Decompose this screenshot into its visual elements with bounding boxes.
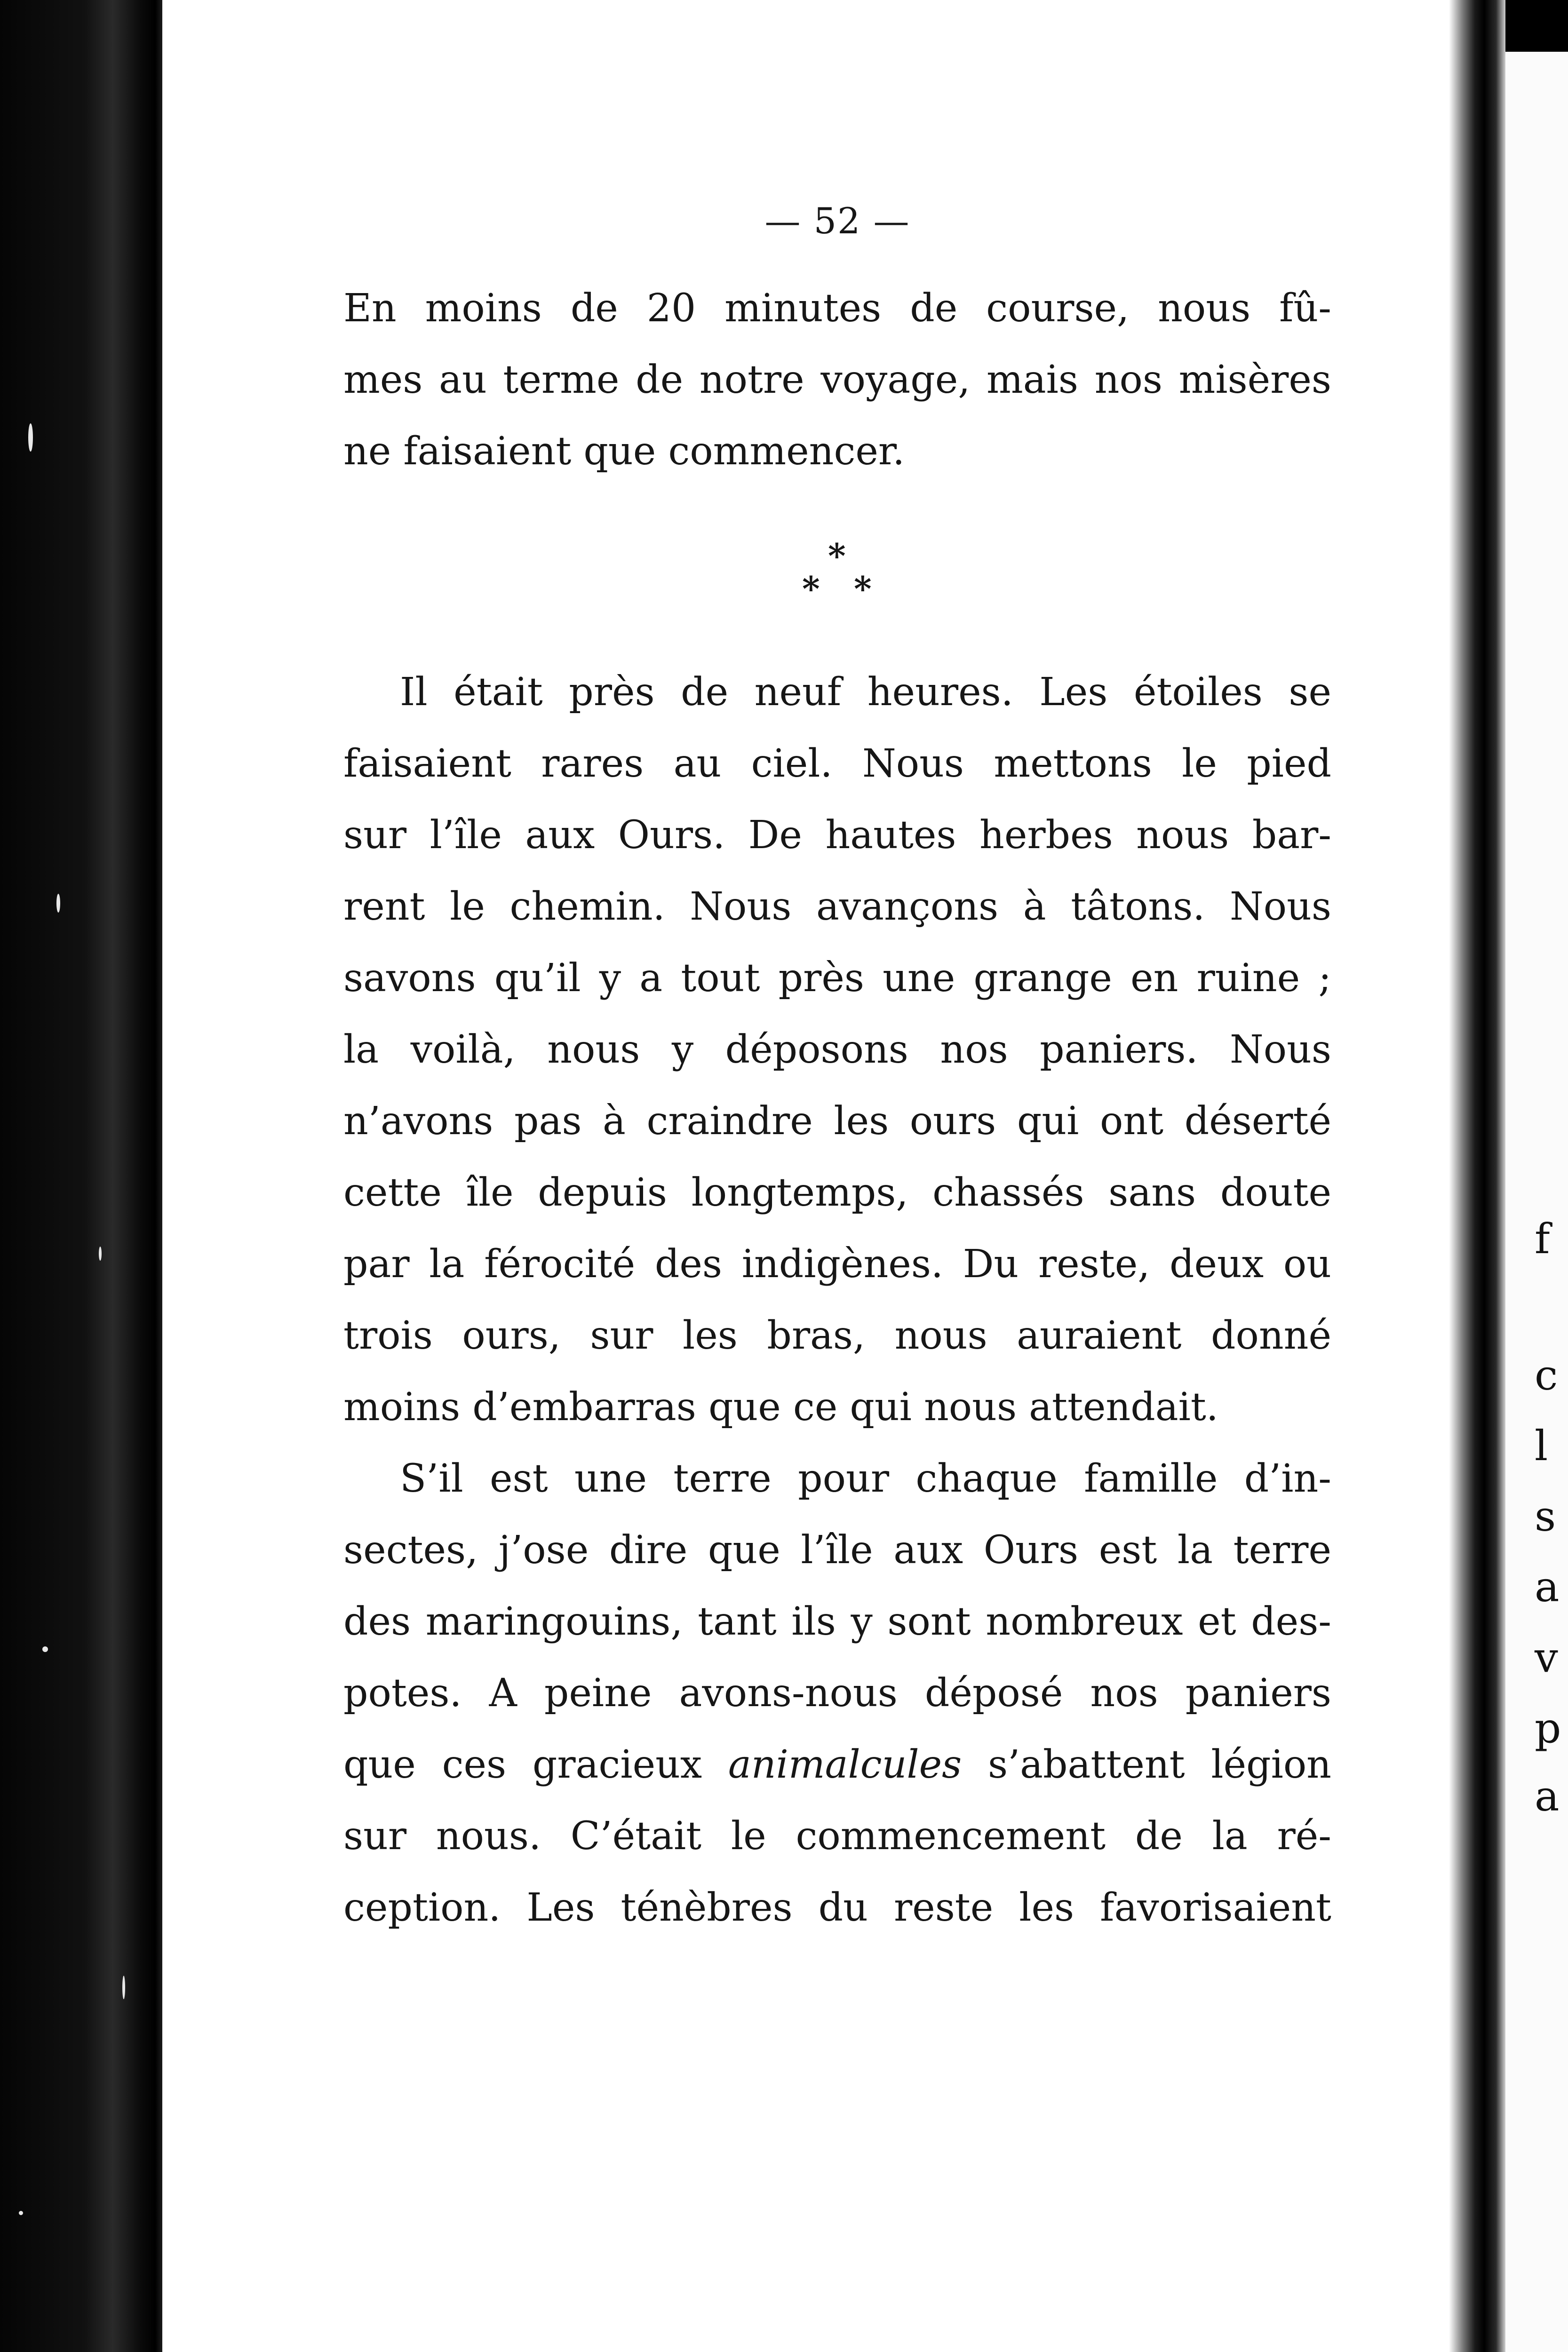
text-line: Il était près de neuf heures. Les étoiles se — [400, 670, 1331, 715]
adjacent-fragment: a — [1535, 1772, 1560, 1820]
paragraph-1 — [343, 273, 1331, 487]
adjacent-fragment: l — [1535, 1422, 1548, 1470]
text-line: sur l’île aux Ours. De hautes herbes nous bar- — [343, 813, 1331, 858]
adjacent-fragment: v — [1535, 1633, 1558, 1682]
text-line: par la férocité des indigènes. Du reste, deux ou — [343, 1242, 1331, 1287]
text-line: potes. A peine avons-nous déposé nos paniers — [343, 1671, 1331, 1716]
gutter-shadow — [1449, 0, 1505, 2352]
binding-edge — [0, 0, 162, 2352]
text-line: ception. Les ténèbres du reste les favorisaient — [343, 1885, 1331, 1930]
text-line: S’il est une terre pour chaque famille d’in- — [400, 1456, 1331, 1501]
text-run: s’abattent légion — [962, 1742, 1331, 1787]
text-line: mes au terme de notre voyage, mais nos misères — [343, 358, 1331, 402]
page-number: — 52 — — [764, 200, 910, 242]
page-text-block — [343, 188, 1331, 1944]
text-run: que ces gracieux — [343, 1742, 728, 1787]
text-line: sectes, j’ose dire que l’île aux Ours est la terre — [343, 1528, 1331, 1573]
asterism-star: * — [854, 569, 872, 609]
text-line: la voilà, nous y déposons nos paniers. Nous — [343, 1027, 1331, 1072]
asterism-separator — [343, 506, 1331, 643]
adjacent-fragment: s — [1535, 1492, 1556, 1541]
text-line: En moins de 20 minutes de course, nous fû- — [343, 286, 1331, 331]
text-line: sur nous. C’était le commencement de la ré- — [343, 1814, 1331, 1859]
adjacent-fragment: a — [1535, 1563, 1560, 1611]
paragraph-3 — [343, 1443, 1331, 1944]
text-line: des maringouins, tant ils y sont nombreux et des- — [343, 1599, 1331, 1644]
italic-word: animalcules — [728, 1742, 962, 1787]
adjacent-fragment: c — [1535, 1351, 1558, 1399]
text-line: savons qu’il y a tout près une grange en ruine ; — [343, 956, 1331, 1001]
text-line: trois ours, sur les bras, nous auraient donné — [343, 1313, 1331, 1358]
asterism-star: * — [802, 569, 820, 609]
text-line: moins d’embarras que ce qui nous attendait. — [343, 1385, 1218, 1430]
text-line: ne faisaient que commencer. — [343, 429, 905, 474]
text-line: n’avons pas à craindre les ours qui ont déserté — [343, 1099, 1331, 1144]
text-line-with-italic — [343, 1729, 1331, 1801]
text-line: rent le chemin. Nous avançons à tâtons. Nous — [343, 884, 1331, 929]
adjacent-page-edge — [1505, 0, 1568, 2352]
adjacent-fragment: f — [1535, 1215, 1550, 1263]
paragraph-2 — [343, 657, 1331, 1443]
adjacent-fragment: p — [1535, 1704, 1561, 1752]
asterism-star: * — [828, 536, 846, 576]
text-line: faisaient rares au ciel. Nous mettons le pied — [343, 741, 1331, 786]
text-line: cette île depuis longtemps, chassés sans doute — [343, 1170, 1331, 1215]
